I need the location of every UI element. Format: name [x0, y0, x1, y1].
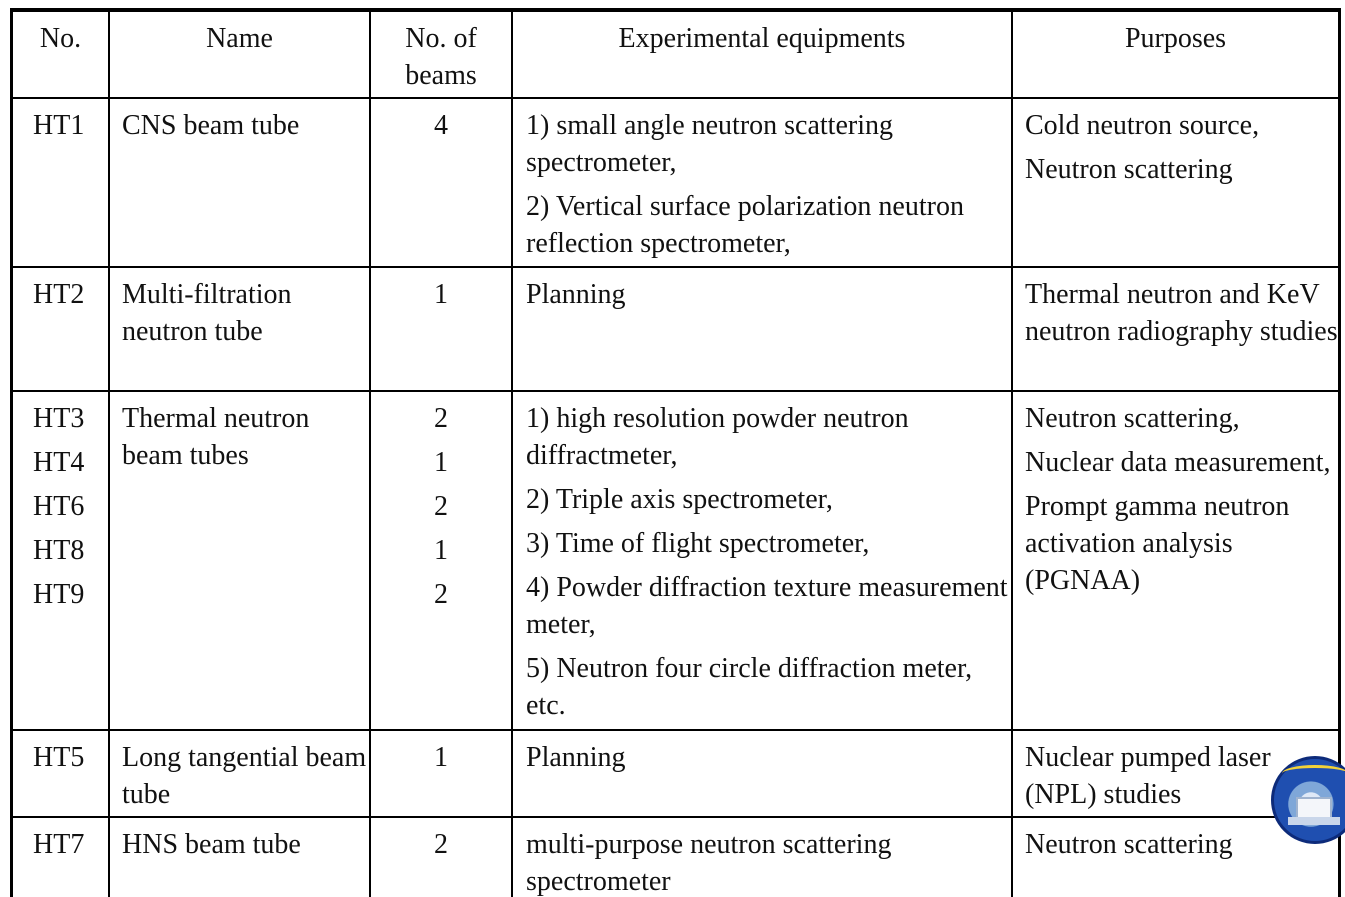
- beam-count: 1: [434, 447, 448, 478]
- beam-count: 2: [434, 579, 448, 610]
- beam-count: 1: [434, 535, 448, 566]
- equipment-item: 5) Neutron four circle diffraction meter, etc.: [526, 653, 973, 721]
- cell-purposes: [1012, 391, 1338, 730]
- table-row: [13, 817, 1338, 897]
- purpose-item: Thermal neutron and KeV neutron radiography studies: [1025, 279, 1338, 347]
- header-no: No.: [13, 12, 109, 98]
- cell-beams: [370, 267, 512, 391]
- tube-id: HT4: [33, 447, 85, 478]
- purpose-item: Nuclear data measurement,: [1025, 447, 1331, 478]
- cell-no: [13, 267, 109, 391]
- cell-no: [13, 730, 109, 817]
- beam-tube-table: [13, 12, 1338, 897]
- tube-id: HT5: [33, 742, 85, 773]
- beam-count: 1: [434, 742, 448, 773]
- cell-name: Thermal neutron beam tubes: [109, 391, 370, 730]
- purpose-item: Prompt gamma neutron activation analysis (PGNAA): [1025, 491, 1290, 596]
- cell-no: [13, 391, 109, 730]
- tube-id: HT1: [33, 110, 85, 141]
- table-row: [13, 267, 1338, 391]
- cell-equipment: [512, 730, 1012, 817]
- tube-id: HT2: [33, 279, 85, 310]
- logo-ring: [1282, 765, 1345, 782]
- beam-count: 4: [434, 110, 448, 141]
- header-beams: [370, 12, 512, 98]
- cell-name: HNS beam tube: [109, 817, 370, 897]
- cell-equipment: [512, 98, 1012, 267]
- beam-count: 2: [434, 403, 448, 434]
- header-purposes: Purposes: [1012, 12, 1338, 98]
- cell-purposes: [1012, 267, 1338, 391]
- purpose-item: Neutron scattering: [1025, 154, 1233, 185]
- equipment-item: 2) Triple axis spectrometer,: [526, 484, 833, 515]
- equipment-item: multi-purpose neutron scattering spectrometer: [526, 829, 892, 897]
- purpose-item: Nuclear pumped laser (NPL) studies: [1025, 742, 1271, 810]
- cell-no: [13, 817, 109, 897]
- cell-beams: [370, 730, 512, 817]
- header-equipment: Experimental equipments: [512, 12, 1012, 98]
- cell-beams: [370, 98, 512, 267]
- cell-beams: [370, 391, 512, 730]
- tube-id: HT7: [33, 829, 85, 860]
- purpose-item: Neutron scattering,: [1025, 403, 1240, 434]
- equipment-item: 1) high resolution powder neutron diffractmeter,: [526, 403, 909, 471]
- beam-count: 1: [434, 279, 448, 310]
- tube-id: HT6: [33, 491, 85, 522]
- tube-id: HT9: [33, 579, 85, 610]
- equipment-item: Planning: [526, 742, 626, 773]
- beam-count: 2: [434, 491, 448, 522]
- table-frame: [10, 8, 1341, 897]
- equipment-item: 1) small angle neutron scattering spectrometer,: [526, 110, 893, 178]
- purpose-item: Cold neutron source,: [1025, 110, 1260, 141]
- table-row: [13, 98, 1338, 267]
- header-beams-line1: No. of: [405, 23, 477, 54]
- tube-id: HT3: [33, 403, 85, 434]
- header-row: [13, 12, 1338, 98]
- tube-id: HT8: [33, 535, 85, 566]
- cell-equipment: [512, 267, 1012, 391]
- equipment-item: 2) Vertical surface polarization neutron reflection spectrometer,: [526, 191, 964, 259]
- cell-no: [13, 98, 109, 267]
- equipment-item: 4) Powder diffraction texture measurement meter,: [526, 572, 1008, 640]
- logo-base: [1288, 817, 1340, 825]
- cell-beams: [370, 817, 512, 897]
- cell-name: CNS beam tube: [109, 98, 370, 267]
- table-row: [13, 730, 1338, 817]
- cell-equipment: [512, 391, 1012, 730]
- cell-name: Multi-filtration neutron tube: [109, 267, 370, 391]
- cell-equipment: [512, 817, 1012, 897]
- header-name: Name: [109, 12, 370, 98]
- beam-count: 2: [434, 829, 448, 860]
- equipment-item: 3) Time of flight spectrometer,: [526, 528, 870, 559]
- header-beams-line2: beams: [405, 60, 477, 91]
- purpose-item: Neutron scattering: [1025, 829, 1233, 860]
- cell-purposes: [1012, 98, 1338, 267]
- table-row: [13, 391, 1338, 730]
- cell-name: Long tangential beam tube: [109, 730, 370, 817]
- equipment-item: Planning: [526, 279, 626, 310]
